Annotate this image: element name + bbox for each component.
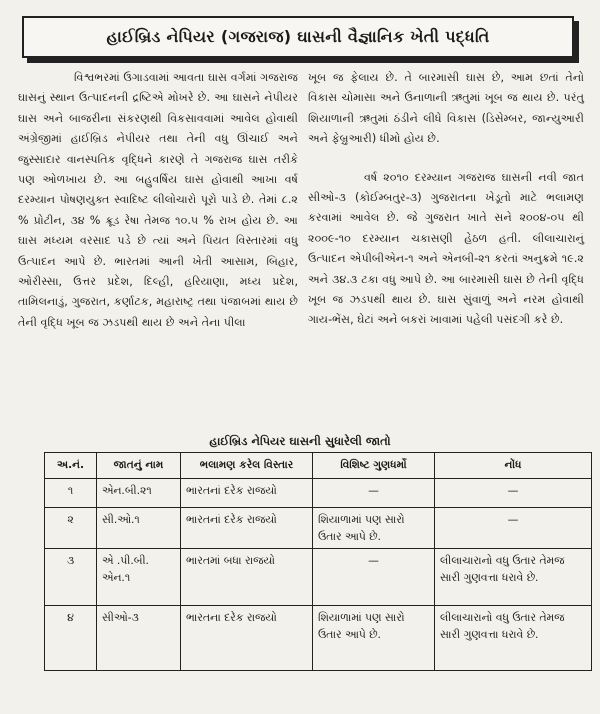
header-note: નોંધ [435, 453, 592, 479]
cell-note: — [435, 479, 592, 508]
right-paragraph-2: વર્ષ ૨૦૧૦ દરમ્યાન ગજરાજ ઘાસની નવી જાત સીઓ-૩ (કોઈમ્બતુર-૩) ગુજરાતના ખેડૂતો માટે ભલામણ કરવામાં આવેલ છે. જે ગુજરાત ખાતે સને ૨૦૦૪-૦૫ થી ૨૦૦૯-૧૦ દરમ્યાન ચકાસણી હેઠળ હતી. લીલાચારાનું ઉત્પાદન એપીબીએન-૧ અને એનબી-૨૧ કરતાં અનુક્રમે ૧૯.૨ અને ૩૪.૩ ટકા વધુ આપે છે. આ બારમાસી ઘાસ છે તેની વૃદ્ધિ ખૂબ જ ઝડપથી થાય છે. ઘાસ સુંવાળું અને નરમ હોવાથી ગાય-ભેંસ, ઘેટાં અને બકરાં ખાવામાં પહેલી પસંદગી કરે છે. [308, 170, 584, 327]
header-special-traits: વિશિષ્ટ ગુણધર્મો [313, 453, 435, 479]
varieties-table [44, 452, 592, 671]
cell-note: લીલાચારાનો વધુ ઉતાર તેમજ સારી ગુણવત્તા ધરાવે છે. [435, 606, 592, 671]
cell-area: ભારતનાં દરેક રાજયો [181, 479, 313, 508]
cell-serial: ૩ [45, 549, 97, 606]
table-row [45, 549, 592, 606]
table-row [45, 508, 592, 549]
right-paragraph-1: ખૂબ જ ફેલાય છે. તે બારમાસી ઘાસ છે, આમ છતાં તેનો વિકાસ ચોમાસા અને ઉનાળાની ઋતુમાં ખૂબ જ થાય છે. પરંતુ શિયાળાની ઋતુમાં ઠંડીને લીધે વિકાસ (ડિસેમ્બર, જાન્યુઆરી અને ફેબ્રુઆરી) ધીમો હોય છે. [308, 71, 584, 146]
cell-variety-name: સી.ઓ.૧ [97, 508, 181, 549]
header-variety-name: જાતનું નામ [97, 453, 181, 479]
left-column [18, 68, 298, 333]
header-serial: અ.નં. [45, 453, 97, 479]
table-header-row [45, 453, 592, 479]
cell-traits: શિયાળામાં પણ સારો ઉતાર આપે છે. [313, 508, 435, 549]
cell-note: — [435, 508, 592, 549]
cell-area: ભારતમાં બધા રાજયો [181, 549, 313, 606]
table-row [45, 479, 592, 508]
title-box [22, 16, 574, 58]
cell-variety-name: એન.બી.૨૧ [97, 479, 181, 508]
cell-serial: ૨ [45, 508, 97, 549]
article-title: હાઈબ્રિડ નેપિયર (ગજરાજ) ઘાસની વૈજ્ઞાનિક ખેતી પદ્ધતિ [106, 27, 490, 46]
cell-traits: — [313, 549, 435, 606]
table-row [45, 606, 592, 671]
table-title: હાઈબ્રિડ નેપિયર ઘાસની સુધારેલી જાતો [209, 434, 391, 448]
cell-serial: ૧ [45, 479, 97, 508]
cell-traits: — [313, 479, 435, 508]
cell-area: ભારતના દરેક રાજયો [181, 606, 313, 671]
cell-note: લીલાચારાનો વધુ ઉતાર તેમજ સારી ગુણવત્તા ધરાવે છે. [435, 549, 592, 606]
right-column [308, 68, 584, 331]
cell-variety-name: સીઓ-૩ [97, 606, 181, 671]
cell-traits: શિયાળામાં પણ સારો ઉતાર આપે છે. [313, 606, 435, 671]
left-paragraph-1: વિશ્વભરમાં ઉગાડવામાં આવતા ઘાસ વર્ગમાં ગજરાજ ઘાસનું સ્થાન ઉત્પાદનની દ્રષ્ટિએ મોખરે છે. આ ઘાસને નેપીયર ઘાસ અને બાજરીના સંકરણથી વિકસાવવામાં આવેલ હોવાથી અંગ્રેજીમાં હાઈબ્રિડ નેપીયર તથા તેની વધુ ઊંચાઈ અને જુસ્સાદાર વાનસ્પતિક વૃદ્ધિને કારણે તે ગજરાજ ઘાસ તરીકે પણ ઓળખાય છે. આ બહુવર્ષિય ઘાસ હોવાથી આખા વર્ષ દરમ્યાન પોષણયુક્ત સ્વાદિષ્ટ લીલોચારો પૂરો પાડે છે. તેમાં ૮.૨ % પ્રોટીન, ૩૪ % ક્રૂડ રેષા તેમજ ૧૦.૫ % રાખ હોય છે. આ ઘાસ મધ્યમ વરસાદ પડે છે ત્યાં અને પિયત વિસ્તારમાં વધુ ઉત્પાદન આપે છે. ભારતમાં આની ખેતી આસામ, બિહાર, ઓરીસ્સા, ઉત્તર પ્રદેશ, દિલ્હી, હરિયાણા, મધ્ય પ્રદેશ, તામિલનાડું, ગુજરાત, કર્ણાટક, મહારાષ્ટ્ર તથા પંજાબમાં થાય છે તેની વૃદ્ધિ ખૂબ જ ઝડપથી થાય છે અને તેના પીલા [18, 71, 298, 329]
cell-area: ભારતનાં દરેક રાજયો [181, 508, 313, 549]
header-recommended-area: ભલામણ કરેલ વિસ્તાર [181, 453, 313, 479]
cell-serial: ૪ [45, 606, 97, 671]
cell-variety-name: એ .પી.બી. એન.૧ [97, 549, 181, 606]
